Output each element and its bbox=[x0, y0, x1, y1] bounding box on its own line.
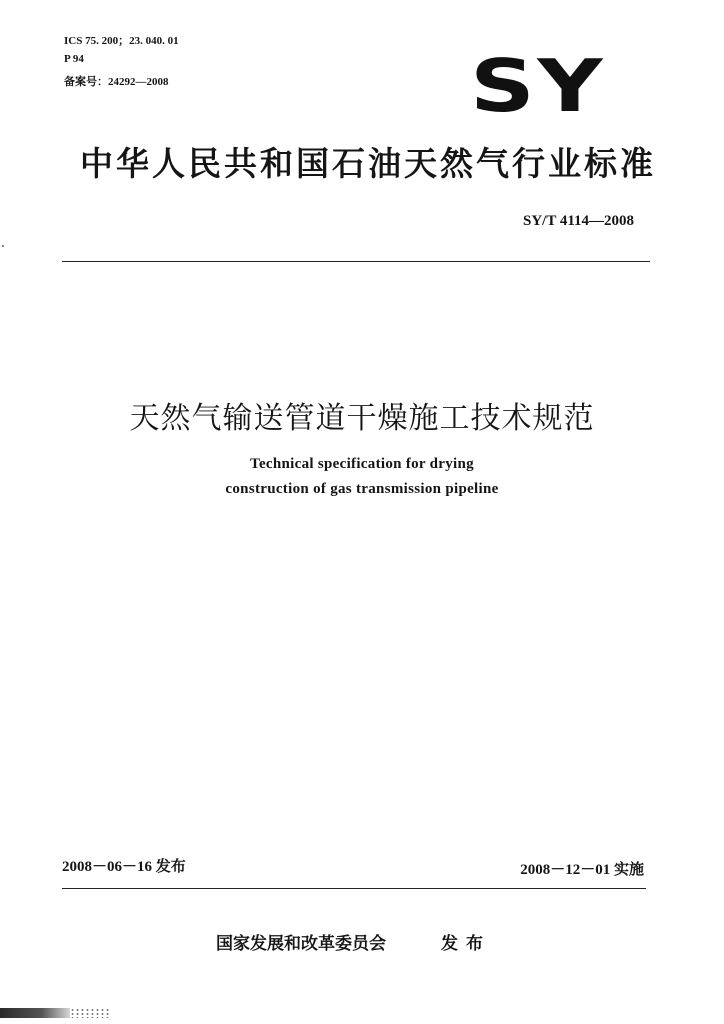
issuer-action: 发布 bbox=[441, 934, 491, 954]
issuer-name: 国家发展和改革委员会 bbox=[216, 934, 386, 954]
top-divider bbox=[62, 261, 650, 262]
title-chinese: 天然气输送管道干燥施工技术规范 bbox=[129, 401, 595, 436]
title-english-line2: construction of gas transmission pipeline bbox=[225, 481, 499, 497]
ccs-code: P 94 bbox=[64, 53, 84, 65]
scan-artifact-dots bbox=[70, 1008, 110, 1018]
sy-logo: SY bbox=[470, 44, 605, 128]
bottom-divider bbox=[62, 888, 646, 889]
standard-category: 中华人民共和国石油天然气行业标准 bbox=[80, 144, 656, 183]
implementation-date: 2008－12－01 实施 bbox=[520, 862, 644, 878]
scan-artifact bbox=[0, 1008, 70, 1018]
ics-code: ICS 75. 200；23. 040. 01 bbox=[64, 35, 179, 47]
filing-number: 备案号：24292—2008 bbox=[64, 76, 169, 88]
scan-speck bbox=[2, 245, 4, 247]
issue-date: 2008－06－16 发布 bbox=[62, 859, 186, 875]
title-english-line1: Technical specification for drying bbox=[250, 456, 474, 472]
standard-number: SY/T 4114—2008 bbox=[523, 213, 634, 229]
